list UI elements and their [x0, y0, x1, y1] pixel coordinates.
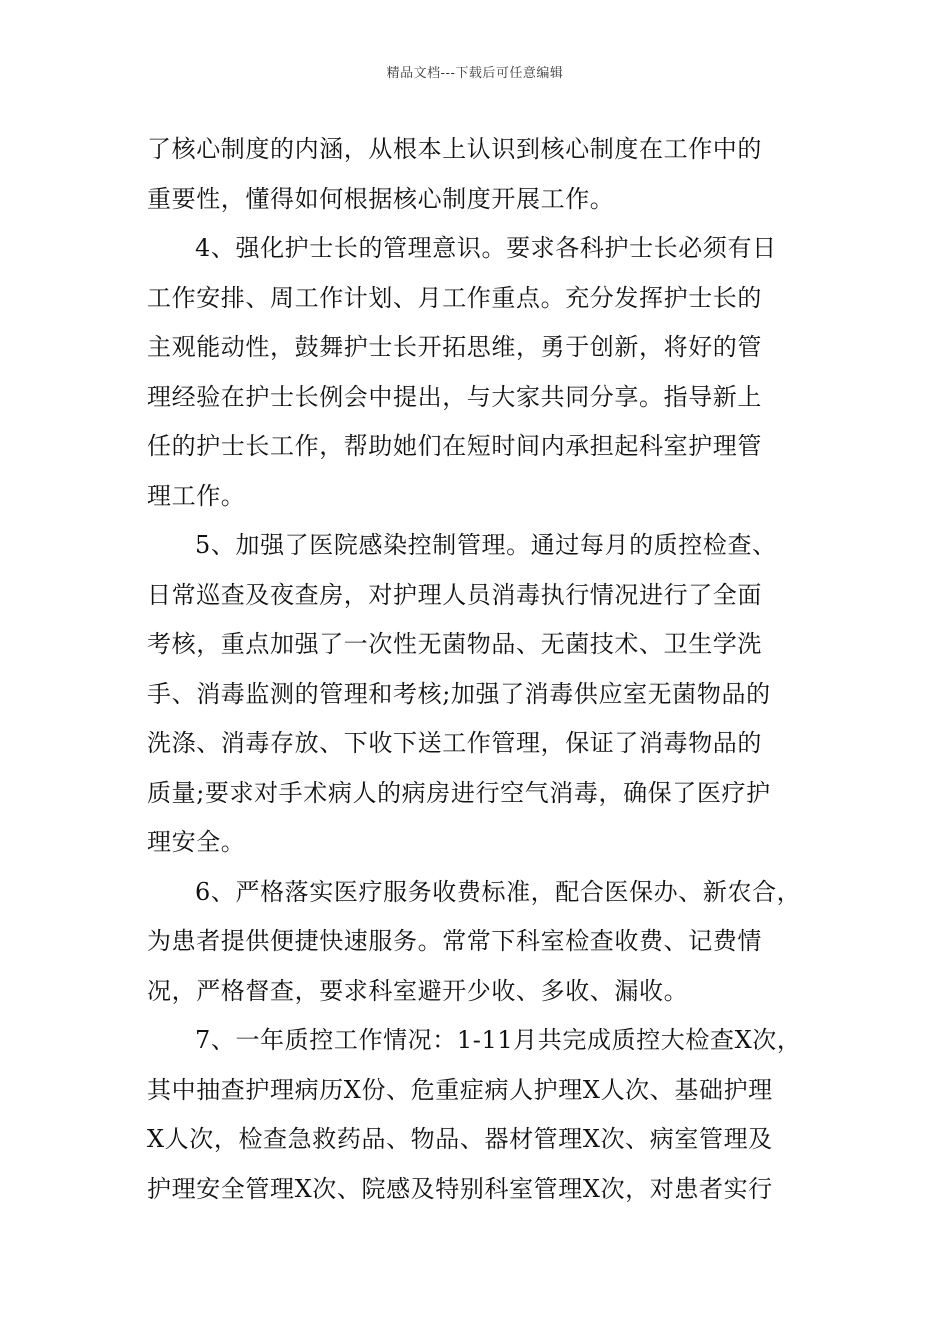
text-line: 洗涤、消毒存放、下收下送工作管理，保证了消毒物品的: [147, 729, 762, 757]
text-line: 任的护士长工作，帮助她们在短时间内承担起科室护理管: [147, 432, 762, 460]
text-line: 6、严格落实医疗服务收费标准，配合医保办、新农合，: [195, 877, 802, 906]
text-line: 7、一年质控工作情况：1-11月共完成质控大检查X次，: [195, 1026, 802, 1054]
text-line: 了核心制度的内涵，从根本上认识到核心制度在工作中的: [147, 135, 762, 163]
text-line: 考核，重点加强了一次性无菌物品、无菌技术、卫生学洗: [147, 630, 762, 658]
text-line: X人次，检查急救药品、物品、器材管理X次、病室管理及: [147, 1125, 773, 1153]
text-line: 其中抽查护理病历X份、危重症病人护理X人次、基础护理: [147, 1075, 773, 1104]
text-line: 况，严格督查，要求科室避开少收、多收、漏收。: [147, 976, 689, 1005]
text-line: 日常巡查及夜查房，对护理人员消毒执行情况进行了全面: [147, 580, 762, 609]
page-header: 精品文档---下载后可任意编辑: [386, 66, 564, 81]
text-line: 4、强化护士长的管理意识。要求各科护士长必须有日: [195, 234, 777, 262]
text-line: 重要性，懂得如何根据核心制度开展工作。: [147, 184, 615, 213]
text-line: 为患者提供便捷快速服务。常常下科室检查收费、记费情: [147, 927, 762, 955]
text-line: 主观能动性，鼓舞护士长开拓思维，勇于创新，将好的管: [147, 333, 762, 361]
text-line: 护理安全管理X次、院感及特别科室管理X次，对患者实行: [147, 1174, 773, 1203]
text-line: 手、消毒监测的管理和考核;加强了消毒供应室无菌物品的: [147, 679, 771, 708]
text-line: 质量;要求对手术病人的病房进行空气消毒，确保了医疗护: [147, 778, 771, 807]
text-line: 理经验在护士长例会中提出，与大家共同分享。指导新上: [147, 382, 762, 411]
text-line: 工作安排、周工作计划、月工作重点。充分发挥护士长的: [147, 283, 762, 312]
document-body: [147, 125, 807, 1214]
text-line: 理安全。: [147, 828, 246, 856]
text-line: 5、加强了医院感染控制管理。通过每月的质控检查、: [195, 531, 777, 559]
text-line: 理工作。: [147, 481, 246, 510]
